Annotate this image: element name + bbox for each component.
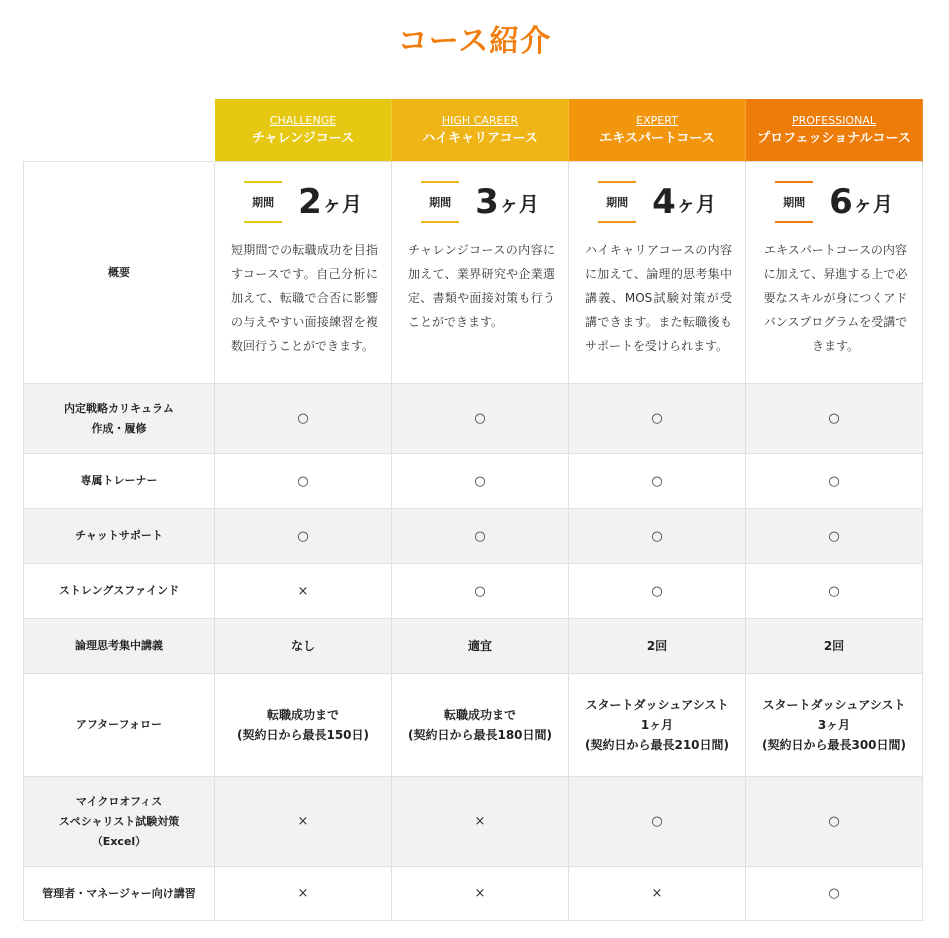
- period-number: 2: [298, 182, 322, 222]
- period-unit: ヶ月: [675, 191, 716, 216]
- overview-row: [24, 162, 923, 384]
- available-mark: ○: [297, 473, 309, 489]
- period-block: [392, 174, 568, 230]
- course-description: 短期間での転職成功を目指すコースです。自己分析に加えて、転職で合否に影響の与えやすい面接練習を複数回行うことができます。: [231, 243, 378, 353]
- available-mark: ○: [651, 473, 663, 489]
- feature-label-line: スペシャリスト試験対策: [58, 814, 180, 828]
- feature-value-text: 3ヶ月: [817, 718, 851, 732]
- course-name-expert: エキスパートコース: [599, 130, 715, 146]
- feature-value-professional: [746, 777, 923, 867]
- feature-value-professional: [746, 564, 923, 619]
- feature-row: [24, 674, 923, 777]
- period-unit: ヶ月: [852, 191, 893, 216]
- feature-row: [24, 384, 923, 454]
- course-name-high-career: ハイキャリアコース: [422, 130, 538, 146]
- course-name-professional: プロフェッショナルコース: [757, 130, 911, 146]
- feature-value-text: 2回: [823, 639, 845, 653]
- overview-cell-challenge: [215, 162, 392, 384]
- feature-value-challenge: [215, 674, 392, 777]
- unavailable-mark: ×: [297, 886, 309, 901]
- feature-value-text: 転職成功まで: [443, 708, 516, 722]
- feature-value-expert: [569, 454, 746, 509]
- feature-label-line: 管理者・マネージャー向け講習: [42, 886, 196, 900]
- feature-value-text: スタートダッシュアシスト: [762, 698, 906, 712]
- feature-value-high-career: [392, 619, 569, 674]
- feature-row: [24, 777, 923, 867]
- available-mark: ○: [828, 473, 840, 489]
- period-label: 期間: [598, 181, 636, 223]
- available-mark: ○: [651, 583, 663, 599]
- feature-value-challenge: [215, 509, 392, 564]
- feature-label: [24, 454, 215, 509]
- course-description: エキスパートコースの内容に加えて、昇進する上で必要なスキルが身につくアドバンスプログラムを受講できます。: [763, 243, 908, 353]
- overview-cell-professional: [746, 162, 923, 384]
- period-block: [746, 174, 922, 230]
- course-header-professional: [746, 99, 923, 162]
- feature-value-high-career: [392, 454, 569, 509]
- course-header-challenge: [215, 99, 392, 162]
- feature-value-text: (契約日から最長150日): [236, 728, 370, 742]
- period-number: 6: [829, 182, 853, 222]
- feature-row: [24, 867, 923, 921]
- feature-label-line: 論理思考集中講義: [75, 639, 163, 652]
- available-mark: ○: [651, 814, 663, 829]
- feature-value-text: スタートダッシュアシスト: [585, 698, 729, 712]
- period-unit: ヶ月: [498, 191, 539, 216]
- period-number: 3: [475, 182, 499, 222]
- feature-label-line: （Excel）: [91, 834, 147, 848]
- feature-value-text: 適宜: [467, 639, 492, 653]
- feature-value-challenge: [215, 564, 392, 619]
- course-header-expert: [569, 99, 746, 162]
- feature-value-expert: [569, 619, 746, 674]
- feature-value-expert: [569, 674, 746, 777]
- feature-label-line: ストレングスファインド: [58, 584, 180, 597]
- course-description: ハイキャリアコースの内容に加えて、論理的思考集中講義、MOS試験対策が受講できます。また転職後もサポートを受けられます。: [585, 243, 732, 353]
- feature-value-expert: [569, 867, 746, 921]
- course-description: チャレンジコースの内容に加えて、業界研究や企業選定、書類や面接対策も行うことができます。: [408, 243, 555, 329]
- available-mark: ○: [828, 886, 840, 901]
- table-corner: [24, 99, 215, 162]
- available-mark: ○: [297, 411, 309, 426]
- feature-value-expert: [569, 777, 746, 867]
- feature-value-challenge: [215, 384, 392, 454]
- unavailable-mark: ×: [297, 814, 309, 829]
- available-mark: ○: [828, 583, 840, 599]
- feature-label: [24, 564, 215, 619]
- feature-value-high-career: [392, 867, 569, 921]
- course-link-high-career[interactable]: HIGH CAREER: [441, 113, 519, 127]
- available-mark: ○: [474, 528, 486, 544]
- feature-value-professional: [746, 384, 923, 454]
- feature-label-line: マイクロオフィス: [75, 794, 163, 808]
- feature-label: [24, 509, 215, 564]
- feature-value-high-career: [392, 509, 569, 564]
- unavailable-mark: ×: [474, 886, 486, 901]
- available-mark: ○: [651, 411, 663, 426]
- feature-value-professional: [746, 867, 923, 921]
- period-unit: ヶ月: [321, 191, 362, 216]
- feature-value-expert: [569, 384, 746, 454]
- course-link-challenge[interactable]: CHALLENGE: [269, 113, 337, 127]
- feature-value-text: 1ヶ月: [640, 718, 674, 732]
- feature-value-challenge: [215, 867, 392, 921]
- feature-label-line: 専属トレーナー: [80, 474, 158, 487]
- feature-label: [24, 674, 215, 777]
- feature-value-professional: [746, 674, 923, 777]
- feature-value-challenge: [215, 619, 392, 674]
- feature-value-high-career: [392, 384, 569, 454]
- course-link-professional[interactable]: PROFESSIONAL: [792, 113, 876, 127]
- feature-row: [24, 454, 923, 509]
- feature-value-text: なし: [290, 639, 315, 653]
- available-mark: ○: [297, 528, 309, 544]
- available-mark: ○: [828, 528, 840, 544]
- unavailable-mark: ×: [297, 583, 309, 599]
- feature-value-professional: [746, 619, 923, 674]
- feature-value-challenge: [215, 777, 392, 867]
- available-mark: ○: [474, 583, 486, 599]
- feature-value-professional: [746, 509, 923, 564]
- feature-value-text: 2回: [646, 639, 668, 653]
- feature-row: [24, 564, 923, 619]
- course-header-row: [24, 99, 923, 162]
- feature-label-line: 作成・履修: [91, 421, 147, 435]
- available-mark: ○: [474, 473, 486, 489]
- feature-label-line: チャットサポート: [75, 529, 163, 542]
- feature-label: [24, 619, 215, 674]
- feature-value-text: 転職成功まで: [266, 708, 339, 722]
- feature-value-text: (契約日から最長300日間): [761, 738, 907, 752]
- course-name-challenge: チャレンジコース: [251, 130, 355, 146]
- feature-row: [24, 509, 923, 564]
- unavailable-mark: ×: [651, 886, 663, 901]
- feature-label: [24, 384, 215, 454]
- period-block: [569, 174, 745, 230]
- row-label-overview: 概要: [24, 162, 215, 384]
- feature-label-line: アフターフォロー: [75, 718, 163, 731]
- available-mark: ○: [828, 411, 840, 426]
- course-header-high-career: [392, 99, 569, 162]
- period-label: 期間: [244, 181, 282, 223]
- period-label: 期間: [775, 181, 813, 223]
- page-title: コース紹介: [397, 24, 552, 59]
- available-mark: ○: [828, 814, 840, 829]
- feature-value-professional: [746, 454, 923, 509]
- feature-value-challenge: [215, 454, 392, 509]
- feature-value-text: (契約日から最長210日間): [584, 738, 730, 752]
- available-mark: ○: [474, 411, 486, 426]
- feature-label: [24, 867, 215, 921]
- feature-label: [24, 777, 215, 867]
- feature-value-high-career: [392, 564, 569, 619]
- unavailable-mark: ×: [474, 814, 486, 829]
- available-mark: ○: [651, 528, 663, 544]
- feature-label-line: 内定戦略カリキュラム: [64, 401, 174, 415]
- overview-cell-expert: [569, 162, 746, 384]
- course-link-expert[interactable]: EXPERT: [636, 113, 678, 127]
- feature-value-high-career: [392, 674, 569, 777]
- overview-cell-high-career: [392, 162, 569, 384]
- feature-value-expert: [569, 564, 746, 619]
- period-label: 期間: [421, 181, 459, 223]
- feature-value-high-career: [392, 777, 569, 867]
- period-number: 4: [652, 182, 676, 222]
- feature-row: [24, 619, 923, 674]
- feature-value-text: (契約日から最長180日間): [407, 728, 553, 742]
- feature-value-expert: [569, 509, 746, 564]
- course-comparison-table: [23, 99, 923, 921]
- period-block: [215, 174, 391, 230]
